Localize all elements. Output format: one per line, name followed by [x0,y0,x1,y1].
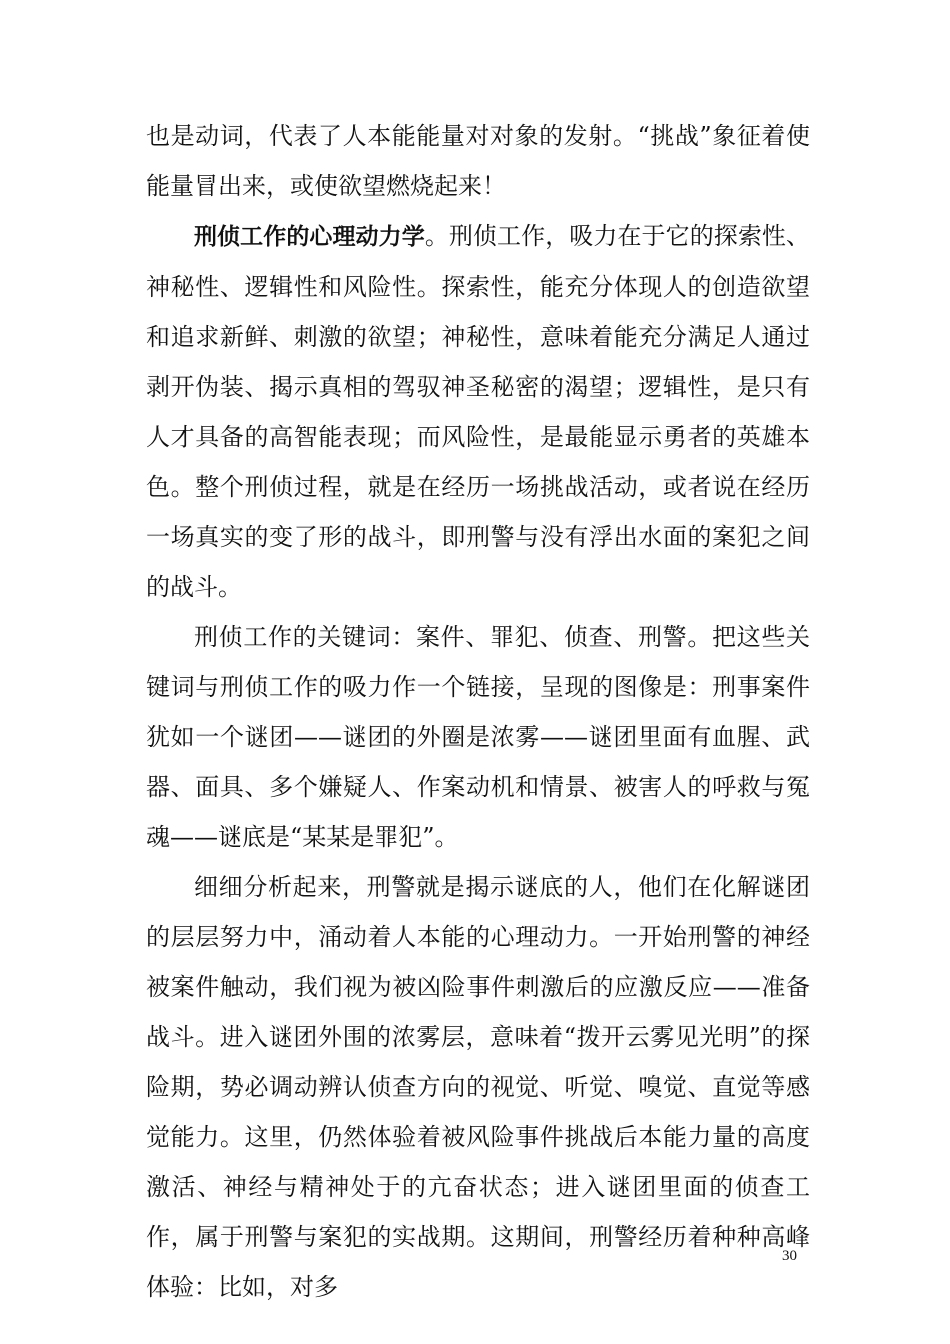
paragraph-1 [146,111,810,211]
paragraph-2 [146,211,810,612]
paragraph-3-text: 刑侦工作的关键词：案件、罪犯、侦查、刑警。把这些关键词与刑侦工作的吸力作一个链接，呈现的图像是：刑事案件犹如一个谜团——谜团的外圈是浓雾——谜团里面有血腥、武器、面具、多个嫌疑人、作案动机和情景、被害人的呼救与冤魂——谜底是“某某是罪犯”。 [146,623,810,851]
paragraph-3 [146,612,810,862]
paragraph-4-text: 细细分析起来，刑警就是揭示谜底的人，他们在化解谜团的层层努力中，涌动着人本能的心理动力。一开始刑警的神经被案件触动，我们视为被凶险事件刺激后的应激反应——准备战斗。进入谜团外围的浓雾层，意味着“拨开云雾见光明”的探险期，势必调动辨认侦查方向的视觉、听觉、嗅觉、直觉等感觉能力。这里，仍然体验着被风险事件挑战后本能力量的高度激活、神经与精神处于的亢奋状态；进入谜团里面的侦查工作，属于刑警与案犯的实战期。这期间，刑警经历着种种高峰体验：比如，对多 [146,873,810,1301]
body-text [146,111,810,1312]
paragraph-1-text: 也是动词，代表了人本能能量对对象的发射。“挑战”象征着使能量冒出来，或使欲望燃烧起来！ [146,122,810,200]
paragraph-2-heading: 刑侦工作的心理动力学 [194,224,425,250]
paragraph-4 [146,862,810,1312]
paragraph-2-text: 。刑侦工作，吸力在于它的探索性、神秘性、逻辑性和风险性。探索性，能充分体现人的创造欲望和追求新鲜、刺激的欲望；神秘性，意味着能充分满足人通过剥开伪装、揭示真相的驾驭神圣秘密的渴望；逻辑性，是只有人才具备的高智能表现；而风险性，是最能显示勇者的英雄本色。整个刑侦过程，就是在经历一场挑战活动，或者说在经历一场真实的变了形的战斗，即刑警与没有浮出水面的案犯之间的战斗。 [146,222,811,601]
page-number: 30 [782,1248,797,1264]
